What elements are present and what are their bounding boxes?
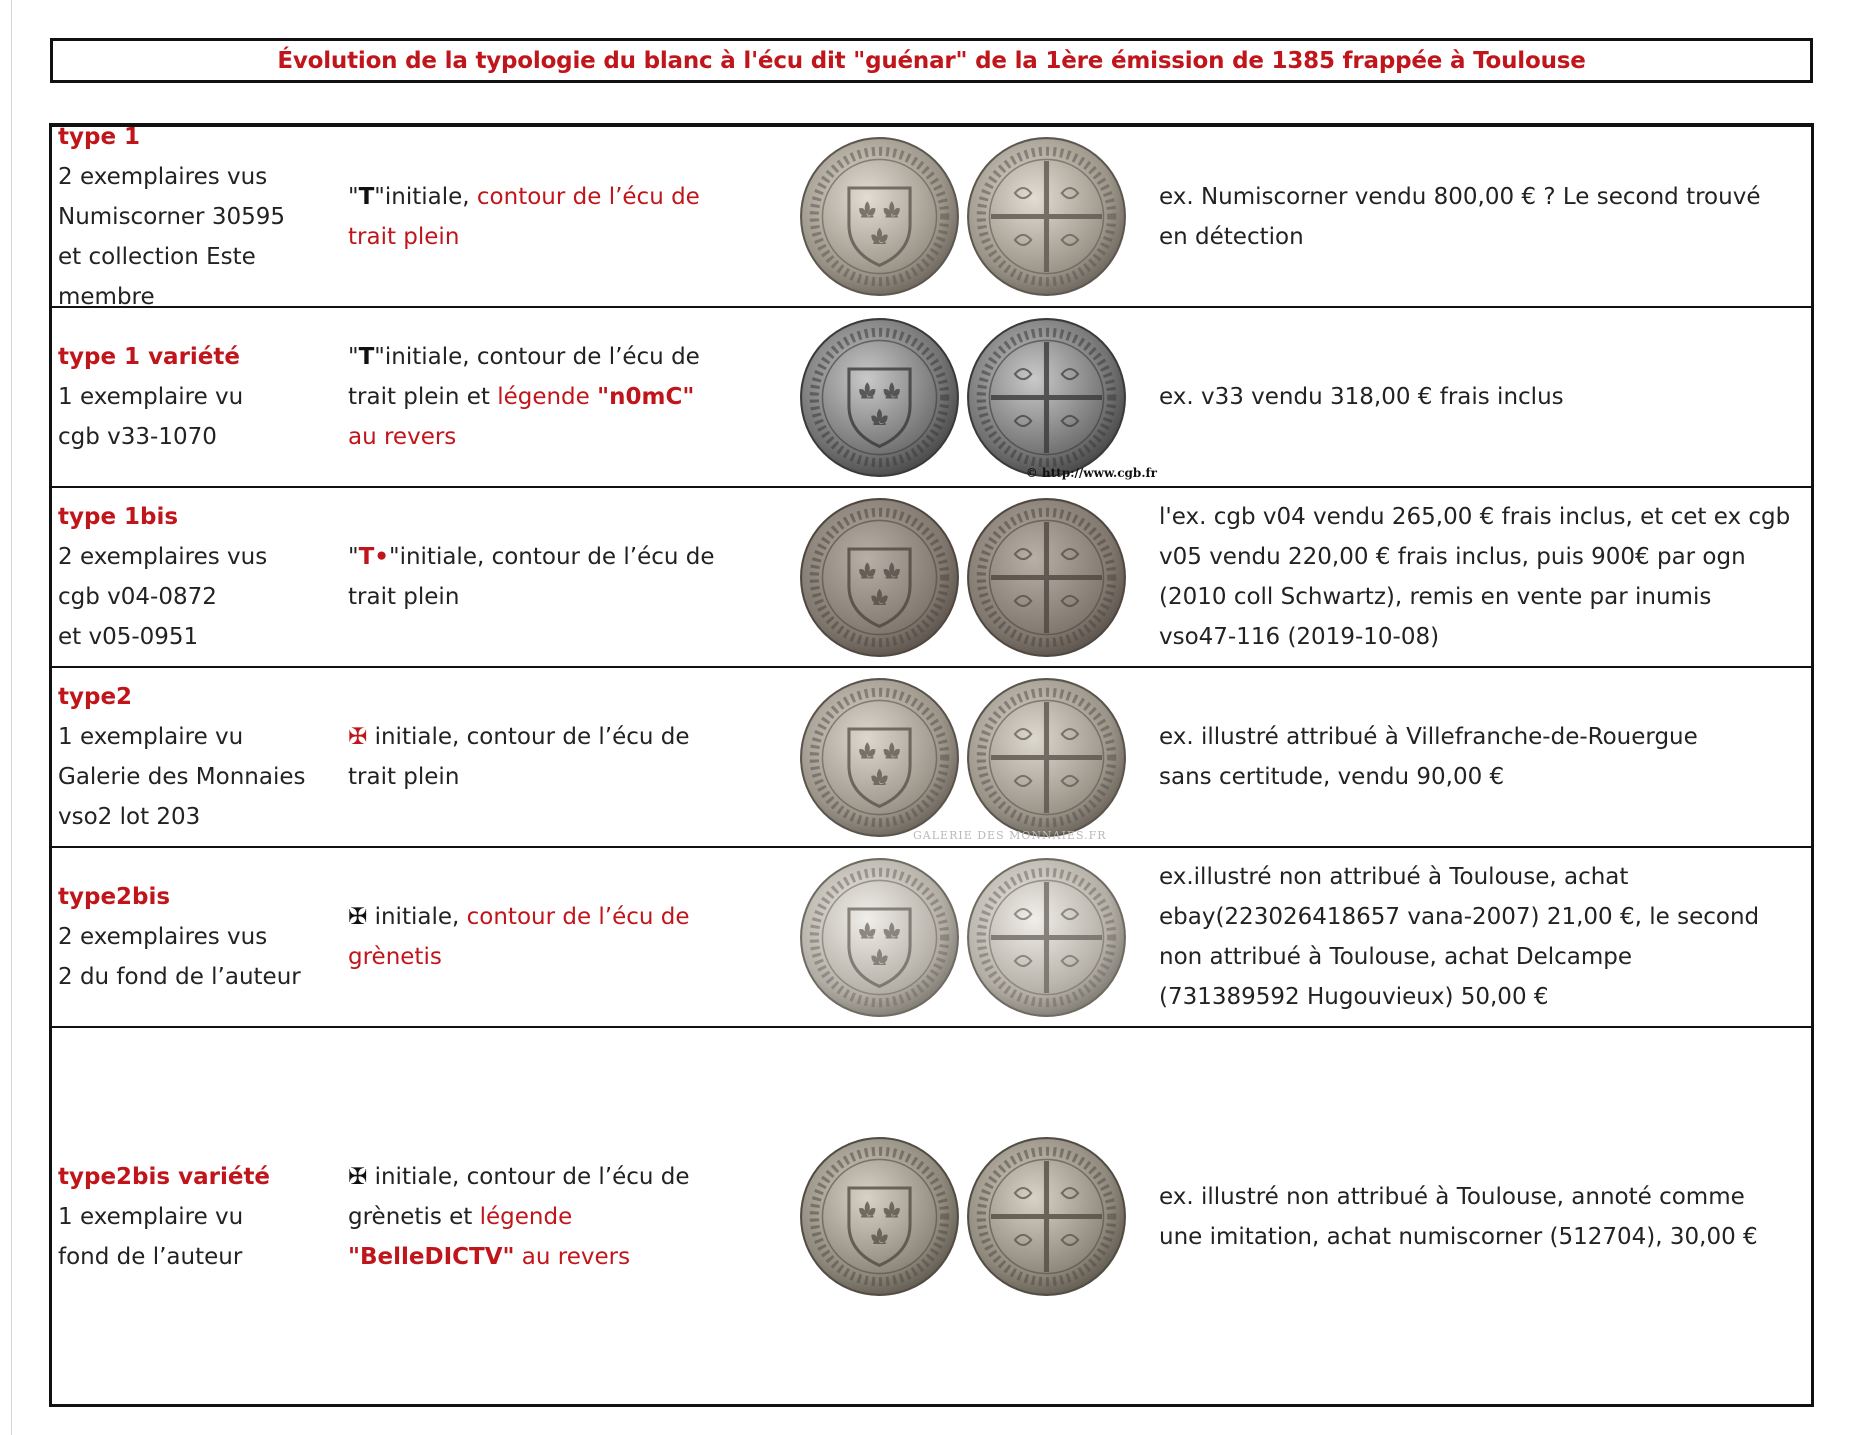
reference-line: fond de l’auteur [58, 1243, 243, 1270]
coin-photos [763, 848, 1163, 1026]
description-text: trait plein [348, 764, 460, 790]
description-text: "initiale, contour de l’écu de [374, 344, 700, 370]
note-cell [1159, 1028, 1809, 1405]
image-credit: © http://www.cgb.fr [1025, 466, 1157, 480]
reference-line: Numiscorner 30595 [58, 203, 285, 230]
note-cell [1159, 668, 1809, 846]
note-line: vso47-116 (2019-10-08) [1159, 624, 1440, 650]
type-label: type 1bis [58, 504, 179, 530]
reference-line: Galerie des Monnaies [58, 764, 306, 790]
description-text: grènetis et [348, 1203, 480, 1230]
description-text: grènetis [348, 944, 442, 970]
description-text: contour de l’écu de [466, 904, 690, 930]
note-line: ex. v33 vendu 318,00 € frais inclus [1159, 384, 1564, 410]
description-text: " [348, 544, 359, 570]
coin-photos [763, 1028, 1163, 1405]
reference-line: 2 du fond de l’auteur [58, 964, 301, 990]
type-label: type2bis [58, 884, 171, 910]
table-row [52, 123, 1811, 310]
description-text: ✠ [348, 1163, 368, 1190]
description-text: au revers [348, 424, 457, 450]
reference-cell [58, 1028, 343, 1405]
note-line: ex. Numiscorner vendu 800,00 € ? Le second trouvé [1159, 183, 1761, 210]
reference-line: cgb v33-1070 [58, 424, 217, 450]
type-label: type2 [58, 684, 133, 710]
reference-cell [58, 668, 343, 846]
description-text: initiale, contour de l’écu de [367, 724, 690, 750]
description-line [348, 1157, 803, 1197]
description-text: initiale, [367, 904, 467, 930]
description-line [348, 577, 803, 617]
reference-line: et v05-0951 [58, 624, 199, 650]
description-cell [348, 488, 803, 666]
reference-cell [58, 123, 343, 310]
note-line: en détection [1159, 223, 1304, 250]
note-line: ex. illustré non attribué à Toulouse, annoté comme [1159, 1183, 1745, 1210]
description-text: légende [497, 384, 598, 410]
reference-line: 2 exemplaires vus [58, 924, 268, 950]
coin-photos [763, 668, 1163, 846]
description-cell [348, 308, 803, 486]
note-line: ex. illustré attribué à Villefranche-de-Rouergue [1159, 724, 1698, 750]
coin-photos [763, 127, 1163, 306]
description-cell [348, 127, 803, 306]
coin-photos [763, 308, 1163, 486]
coin-obverse [798, 1135, 961, 1298]
reference-line: 2 exemplaires vus [58, 544, 268, 570]
description-line [348, 1197, 803, 1237]
description-text: T• [358, 544, 389, 570]
reference-line: 1 exemplaire vu [58, 1203, 244, 1230]
description-line [348, 537, 803, 577]
description-line [348, 937, 803, 977]
type-label: type 1 variété [58, 344, 241, 370]
note-line: (731389592 Hugouvieux) 50,00 € [1159, 984, 1549, 1010]
description-text: "initiale, contour de l’écu de [388, 544, 715, 570]
description-text: "n0mC" [597, 384, 695, 410]
description-cell [348, 1028, 803, 1405]
description-line [348, 377, 803, 417]
description-line [348, 177, 803, 217]
title-banner [50, 38, 1813, 83]
coin-reverse [965, 676, 1128, 839]
coin-obverse [798, 496, 961, 659]
description-line [348, 337, 803, 377]
coin-reverse [965, 856, 1128, 1019]
page-title: Évolution de la typologie du blanc à l'écu dit "guénar" de la 1ère émission de 1385 frappée à Toulouse [277, 47, 1586, 74]
coin-reverse [965, 316, 1128, 479]
reference-cell [58, 848, 343, 1026]
reference-line: et collection Este [58, 243, 256, 270]
description-text: "BelleDICTV" [348, 1243, 515, 1270]
description-cell [348, 668, 803, 846]
description-text: légende [479, 1203, 573, 1230]
coin-obverse [798, 676, 961, 839]
note-cell [1159, 848, 1809, 1026]
table-row [52, 308, 1811, 488]
description-line [348, 717, 803, 757]
description-line [348, 417, 803, 457]
reference-cell [58, 308, 343, 486]
description-text: T [358, 183, 375, 210]
table-row [52, 488, 1811, 668]
note-cell [1159, 308, 1809, 486]
description-text: initiale, contour de l’écu de [367, 1163, 690, 1190]
type-label: type2bis variété [58, 1163, 271, 1190]
description-text: ✠ [348, 724, 368, 750]
description-text: "initiale, [374, 183, 477, 210]
note-line: (2010 coll Schwartz), remis en vente par inumis [1159, 584, 1712, 610]
description-text: contour de l’écu de [476, 183, 700, 210]
description-text: T [358, 344, 375, 370]
coin-reverse [965, 1135, 1128, 1298]
coin-obverse [798, 316, 961, 479]
note-line: non attribué à Toulouse, achat Delcampe [1159, 944, 1633, 970]
description-text: " [348, 183, 359, 210]
table-row [52, 1028, 1811, 1405]
reference-line: vso2 lot 203 [58, 804, 201, 830]
note-line: sans certitude, vendu 90,00 € [1159, 764, 1505, 790]
description-text: trait plein [348, 223, 460, 250]
description-text: trait plein [348, 584, 460, 610]
note-cell [1159, 488, 1809, 666]
note-line: une imitation, achat numiscorner (512704), 30,00 € [1159, 1223, 1758, 1250]
note-line: v05 vendu 220,00 € frais inclus, puis 900€ par ogn [1159, 544, 1746, 570]
note-line: ebay(223026418657 vana-2007) 21,00 €, le second [1159, 904, 1760, 930]
coin-reverse [965, 496, 1128, 659]
description-line [348, 897, 803, 937]
reference-line: 2 exemplaires vus [58, 163, 268, 190]
description-text: trait plein et [348, 384, 498, 410]
coin-obverse [798, 856, 961, 1019]
note-cell [1159, 127, 1809, 306]
margin-line [11, 0, 12, 1435]
reference-line: cgb v04-0872 [58, 584, 217, 610]
reference-line: membre [58, 283, 155, 310]
description-text: " [348, 344, 359, 370]
coin-photos [763, 488, 1163, 666]
typology-table [49, 123, 1814, 1407]
reference-line: 1 exemplaire vu [58, 384, 244, 410]
description-line [348, 1237, 803, 1277]
table-row [52, 848, 1811, 1028]
note-line: l'ex. cgb v04 vendu 265,00 € frais inclus, et cet ex cgb [1159, 504, 1791, 530]
description-cell [348, 848, 803, 1026]
image-credit: GALERIE DES MONNAIES.FR [913, 829, 1107, 842]
description-text: au revers [514, 1243, 631, 1270]
note-line: ex.illustré non attribué à Toulouse, achat [1159, 864, 1629, 890]
coin-obverse [798, 135, 961, 298]
description-line [348, 757, 803, 797]
table-row [52, 668, 1811, 848]
description-text: ✠ [348, 904, 368, 930]
type-label: type 1 [58, 123, 141, 150]
description-line [348, 217, 803, 257]
coin-reverse [965, 135, 1128, 298]
reference-line: 1 exemplaire vu [58, 724, 244, 750]
reference-cell [58, 488, 343, 666]
